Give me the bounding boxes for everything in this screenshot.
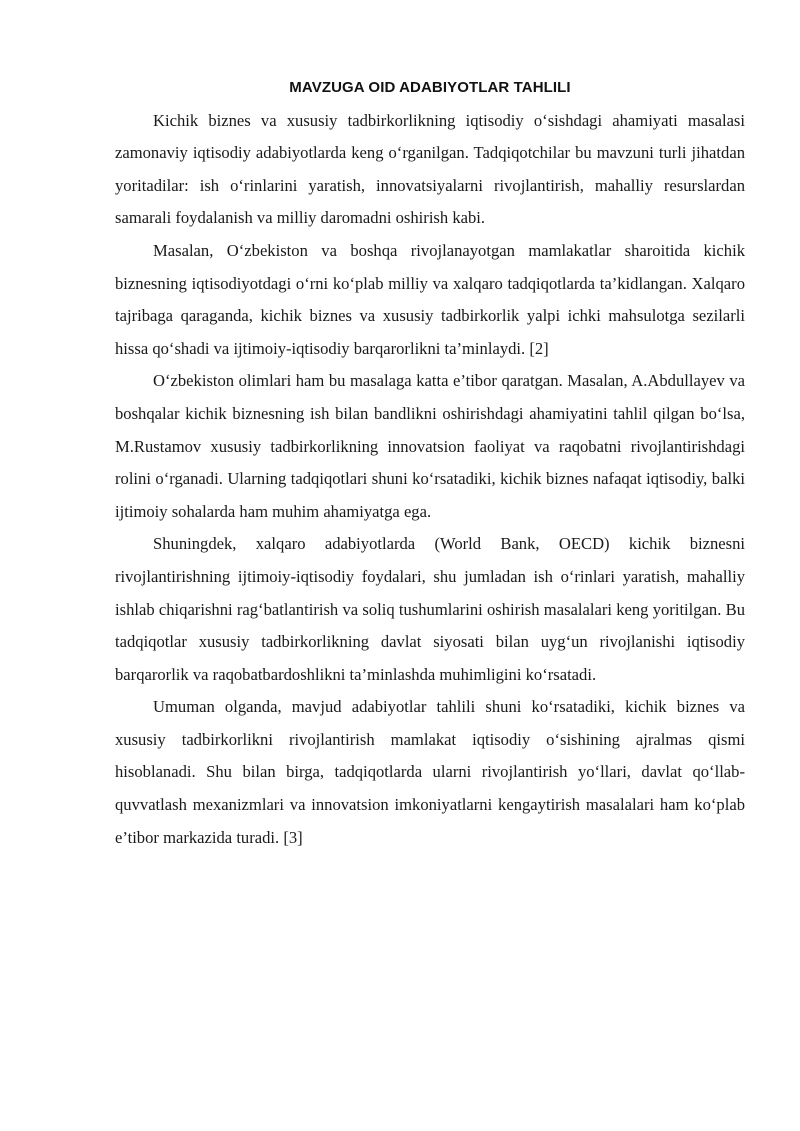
paragraph-intro: Kichik biznes va xususiy tadbirkorlikning iqtisodiy o‘sishdagi ahamiyati masalasi zamonaviy iqtisodiy adabiyotlarda keng o‘rganilgan. Tadqiqotchilar bu mavzuni turli jihatdan yoritadilar: ish o‘rinlarini yaratish, innovatsiyalarni rivojlantirish, mahalliy resurslardan samarali foydalanish va milliy daromadni oshirish kabi.: [115, 110, 745, 228]
document-page: [115, 72, 745, 854]
paragraph-conclusion: Umuman olganda, mavjud adabiyotlar tahlili shuni ko‘rsatadiki, kichik biznes va xususiy tadbirkorlikni rivojlantirish mamlakat iqtisodiy o‘sishining ajralmas qismi hisoblanadi. Shu bilan birga, tadqiqotlarda ularni rivojlantirish yo‘llari, davlat qo‘llab-quvvatlash mexanizmlari va innovatsion imkoniyatlarni kengaytirish masalalari ham ko‘plab e’tibor markazida turadi. [3]: [115, 697, 745, 847]
paragraph-international-literature: Shuningdek, xalqaro adabiyotlarda (World Bank, OECD) kichik biznesni rivojlantirishning ijtimoiy-iqtisodiy foydalari, shu jumladan ish o‘rinlari yaratish, mahalliy ishlab chiqarishni rag‘batlantirish va soliq tushumlarini oshirish masalalari keng yoritilgan. Bu tadqiqotlar xususiy tadbirkorlikning davlat siyosati bilan uyg‘un rivojlanishi iqtisodiy barqarorlik va raqobatbardoshlikni ta’minlashda muhimligini ko‘rsatadi.: [115, 534, 745, 684]
paragraph-international-context: Masalan, O‘zbekiston va boshqa rivojlanayotgan mamlakatlar sharoitida kichik biznesning iqtisodiyotdagi o‘rni ko‘plab milliy va xalqaro tadqiqotlarda ta’kidlangan. Xalqaro tajribaga qaraganda, kichik biznes va xususiy tadbirkorlik yalpi ichki mahsulotga sezilarli hissa qo‘shadi va ijtimoiy-iqtisodiy barqarorlikni ta’minlaydi. [2]: [115, 240, 745, 358]
document-title: MAVZUGA OID ADABIYOTLAR TAHLILI: [289, 79, 571, 96]
paragraph-uzbek-scholars: O‘zbekiston olimlari ham bu masalaga katta e’tibor qaratgan. Masalan, A.Abdullayev va boshqalar kichik biznesning ish bilan bandlikni oshirishdagi ahamiyatini tahlil qilgan bo‘lsa, M.Rustamov xususiy tadbirkorlikning innovatsion faoliyat va raqobatni rivojlantirishdagi rolini o‘rganadi. Ularning tadqiqotlari shuni ko‘rsatadiki, kichik biznes nafaqat iqtisodiy, balki ijtimoiy sohalarda ham muhim ahamiyatga ega.: [115, 371, 745, 521]
